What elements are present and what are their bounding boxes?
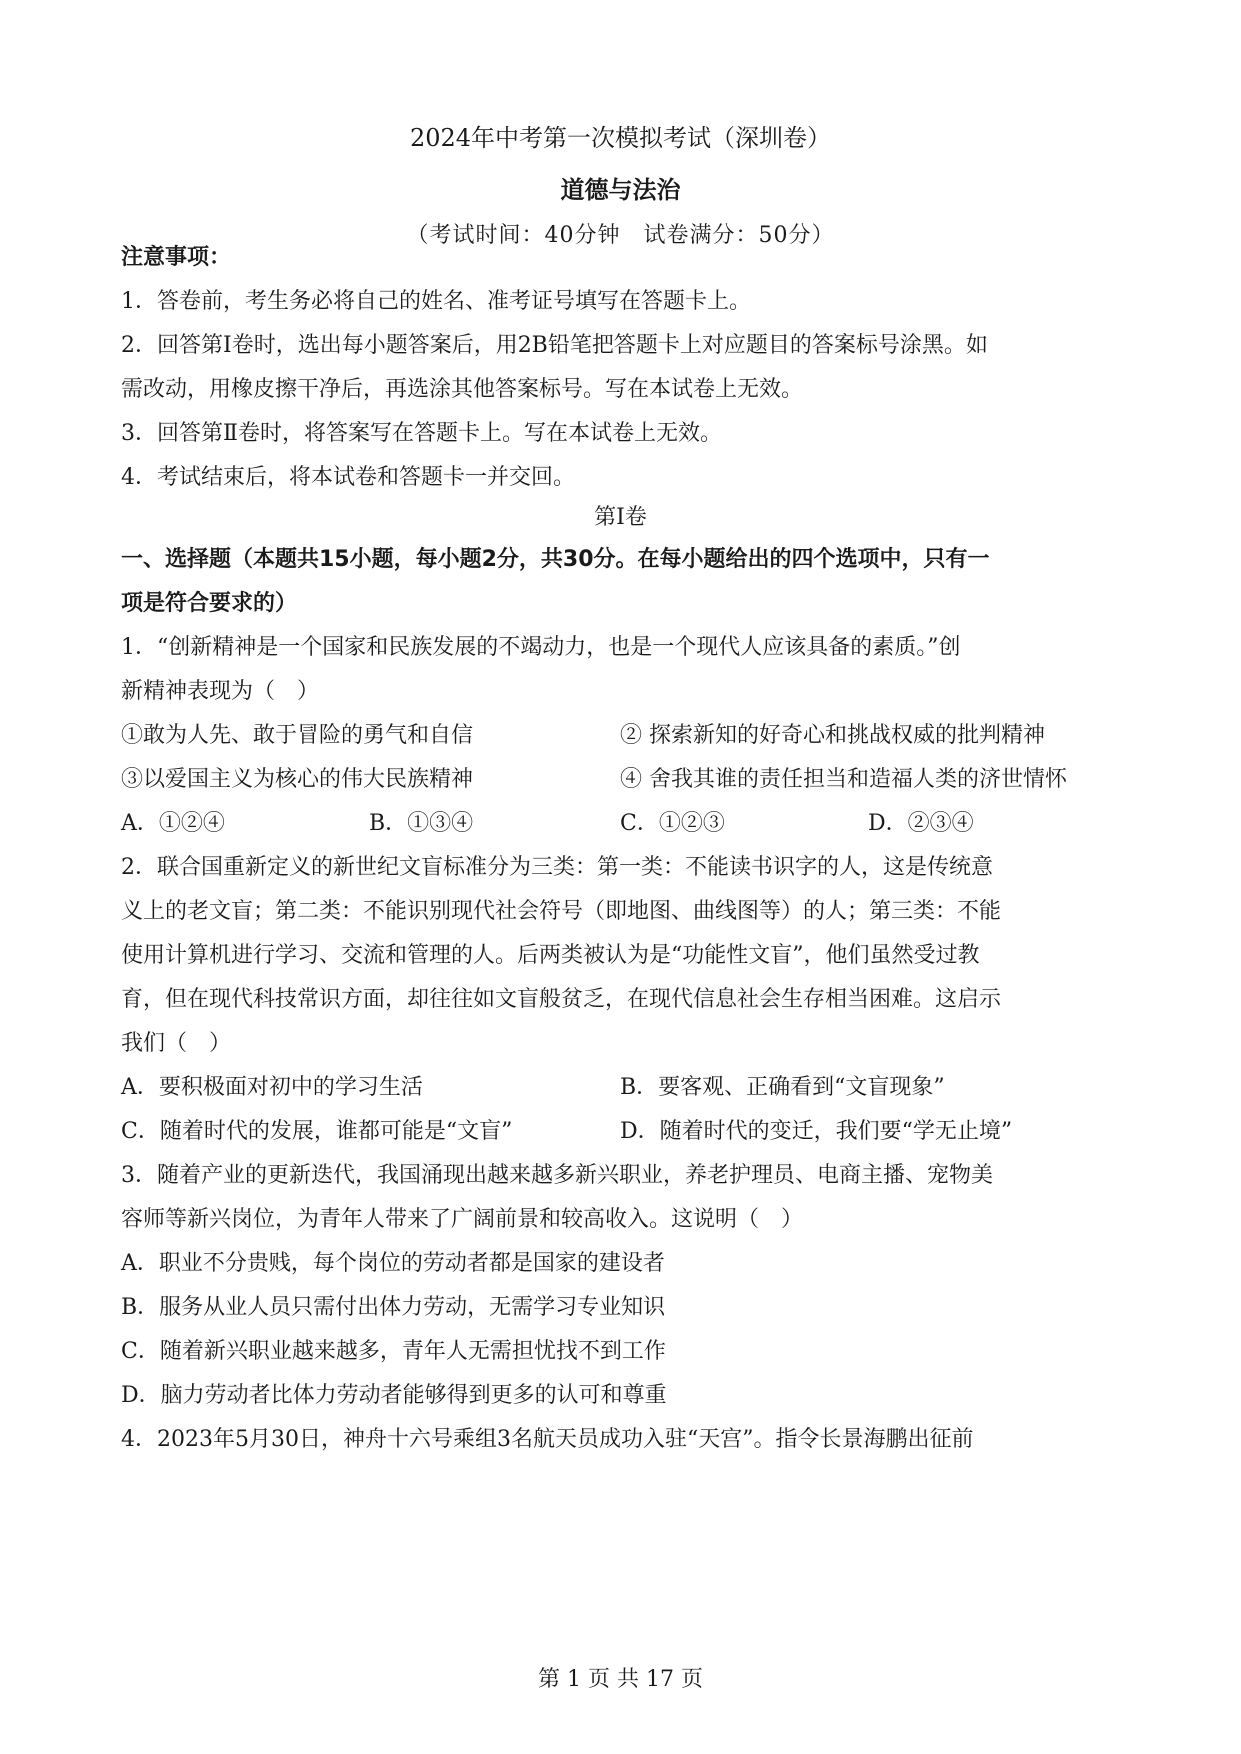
q1-statement-4: ④ 舍我其谁的责任担当和造福人类的济世情怀 bbox=[620, 767, 1067, 792]
q2-stem-cont: 使用计算机进行学习、交流和管理的人。后两类被认为是“功能性文盲”，他们虽然受过教 bbox=[121, 943, 980, 968]
q2-stem: 2．联合国重新定义的新世纪文盲标准分为三类：第一类：不能读书识字的人，这是传统意 bbox=[121, 855, 994, 880]
note-line: 4．考试结束后，将本试卷和答题卡一并交回。 bbox=[121, 465, 575, 490]
q1-option-b: B．①③④ bbox=[369, 811, 474, 836]
q3-option-a: A．职业不分贵贱，每个岗位的劳动者都是国家的建设者 bbox=[121, 1251, 665, 1276]
q2-option-c: C．随着时代的发展，谁都可能是“文盲” bbox=[121, 1119, 513, 1144]
q3-stem: 3．随着产业的更新迭代，我国涌现出越来越多新兴职业，养老护理员、电商主播、宠物美 bbox=[121, 1163, 994, 1188]
note-line: 2．回答第Ⅰ卷时，选出每小题答案后，用2B铅笔把答题卡上对应题目的答案标号涂黑。如 bbox=[121, 333, 988, 358]
q1-statement-2: ② 探索新知的好奇心和挑战权威的批判精神 bbox=[620, 723, 1045, 748]
q1-statement-1: ①敢为人先、敢于冒险的勇气和自信 bbox=[121, 723, 474, 748]
q1-statement-3: ③以爱国主义为核心的伟大民族精神 bbox=[121, 767, 474, 792]
q1-option-c: C．①②③ bbox=[620, 811, 725, 836]
q2-stem-cont: 我们（ ） bbox=[121, 1031, 232, 1056]
volume-heading: 第Ⅰ卷 bbox=[594, 505, 647, 530]
note-line: 3．回答第Ⅱ卷时，将答案写在答题卡上。写在本试卷上无效。 bbox=[121, 421, 722, 446]
exam-subject: 道德与法治 bbox=[560, 176, 681, 204]
q2-stem-cont: 义上的老文盲；第二类：不能识别现代社会符号（即地图、曲线图等）的人；第三类：不能 bbox=[121, 899, 1002, 924]
q2-stem-cont: 育，但在现代科技常识方面，却往往如文盲般贫乏，在现代信息社会生存相当困难。这启示 bbox=[121, 987, 1002, 1012]
page-number: 第 1 页 共 17 页 bbox=[538, 1667, 703, 1692]
section-heading-cont: 项是符合要求的） bbox=[121, 591, 298, 616]
exam-meta: （考试时间：40分钟 试卷满分：50分） bbox=[406, 223, 835, 248]
section-heading: 一、选择题（本题共15小题，每小题2分，共30分。在每小题给出的四个选项中，只有一 bbox=[121, 547, 990, 572]
q3-stem-cont: 容师等新兴岗位，为青年人带来了广阔前景和较高收入。这说明（ ） bbox=[121, 1207, 804, 1232]
q4-stem: 4．2023年5月30日，神舟十六号乘组3名航天员成功入驻“天宫”。指令长景海鹏出征前 bbox=[121, 1427, 974, 1452]
q1-option-a: A．①②④ bbox=[121, 811, 225, 836]
exam-title: 2024年中考第一次模拟考试（深圳卷） bbox=[409, 124, 832, 152]
q3-option-c: C．随着新兴职业越来越多，青年人无需担忧找不到工作 bbox=[121, 1339, 666, 1364]
q2-option-b: B．要客观、正确看到“文盲现象” bbox=[620, 1075, 945, 1100]
q2-option-a: A．要积极面对初中的学习生活 bbox=[121, 1075, 423, 1100]
q1-option-d: D．②③④ bbox=[868, 811, 974, 836]
note-line: 需改动，用橡皮擦干净后，再选涂其他答案标号。写在本试卷上无效。 bbox=[121, 377, 804, 402]
q2-option-d: D．随着时代的变迁，我们要“学无止境” bbox=[620, 1119, 1013, 1144]
q1-stem-cont: 新精神表现为（ ） bbox=[121, 679, 320, 704]
q3-option-d: D．脑力劳动者比体力劳动者能够得到更多的认可和尊重 bbox=[121, 1383, 667, 1408]
q1-stem: 1．“创新精神是一个国家和民族发展的不竭动力，也是一个现代人应该具备的素质。”创 bbox=[121, 635, 961, 660]
notes-heading: 注意事项： bbox=[121, 245, 232, 270]
q3-option-b: B．服务从业人员只需付出体力劳动，无需学习专业知识 bbox=[121, 1295, 666, 1320]
note-line: 1．答卷前，考生务必将自己的姓名、准考证号填写在答题卡上。 bbox=[121, 289, 751, 314]
